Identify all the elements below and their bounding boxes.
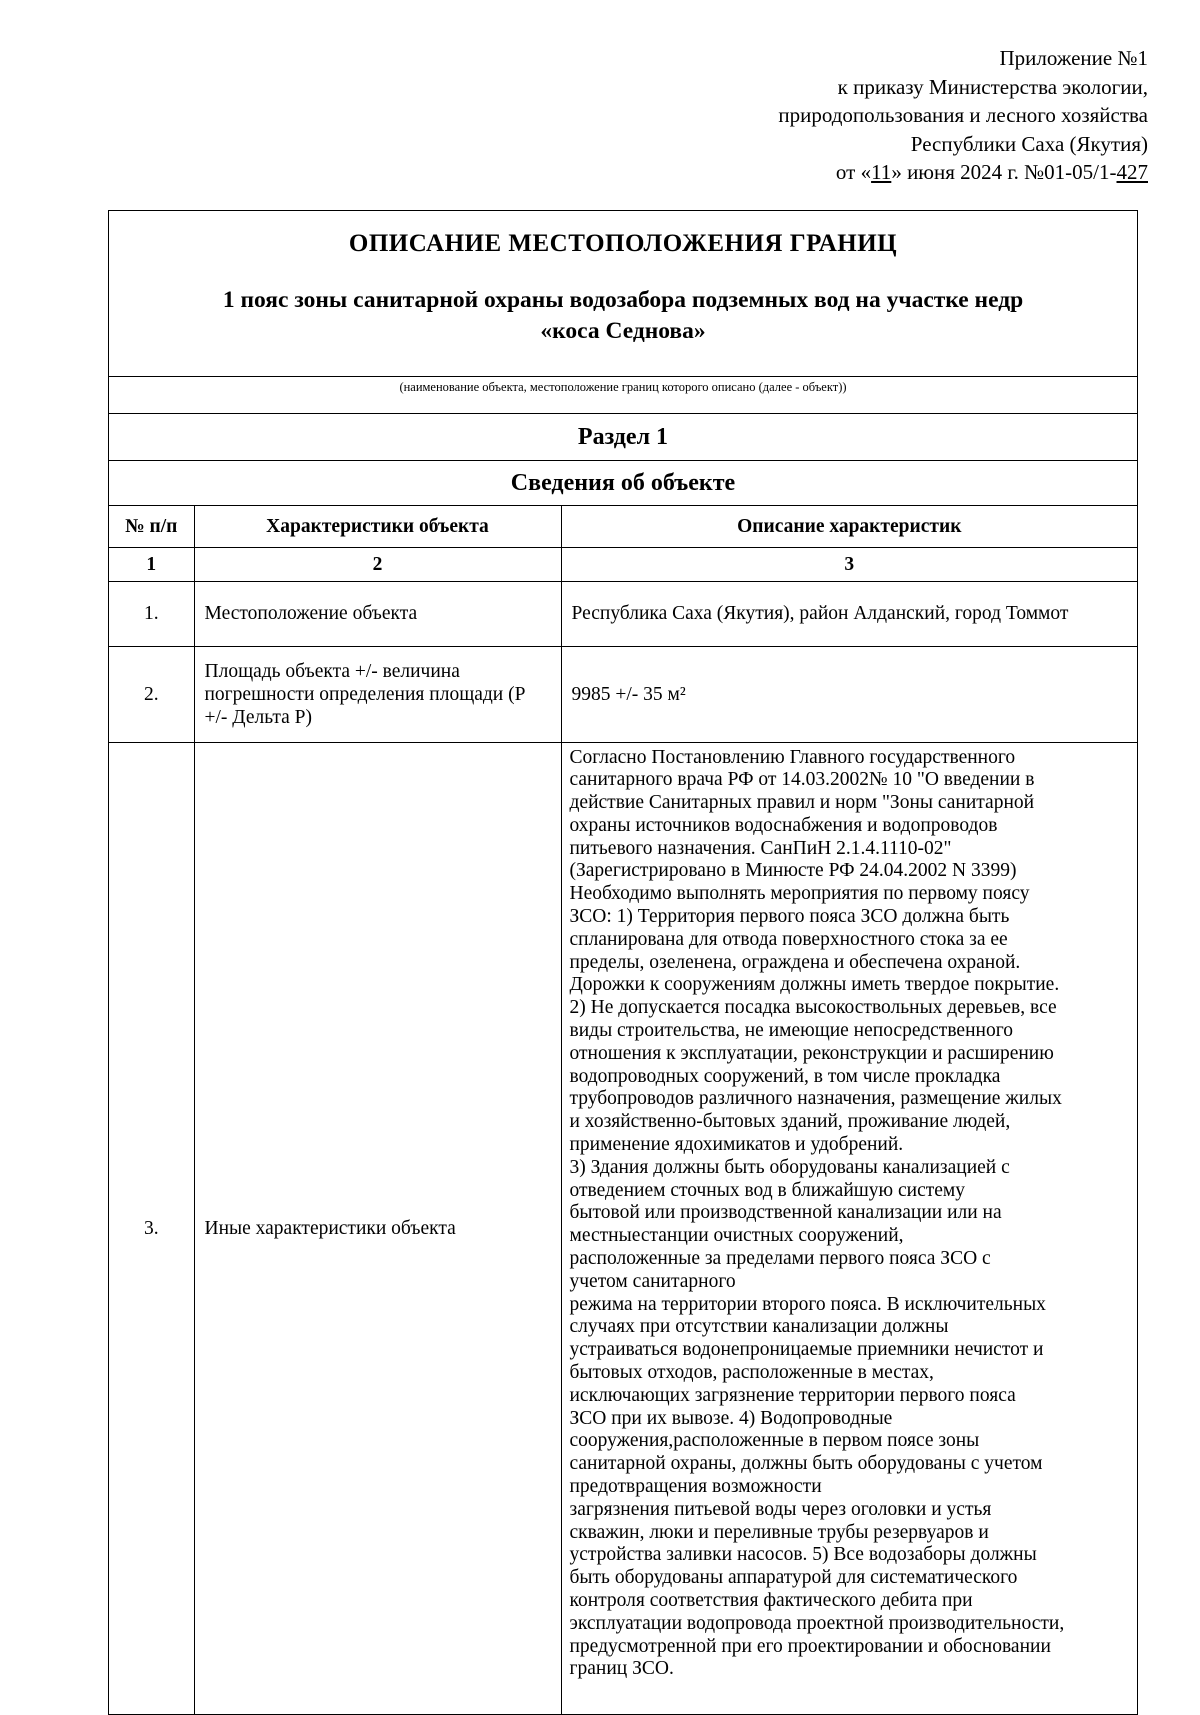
description-text: Республика Саха (Якутия), район Алданский, город Томмот <box>571 603 1069 624</box>
date-day: 11 <box>871 160 892 184</box>
object-name-note: (наименование объекта, местоположение границ которого описано (далее - объект)) <box>109 377 1137 414</box>
row-number: 3. <box>109 742 194 1714</box>
description-line: отношения к эксплуатации, реконструкции и расширению <box>569 1042 1054 1064</box>
subtitle-line-2: «коса Седнова» <box>540 318 706 344</box>
row-characteristic <box>194 646 561 742</box>
section-name: Раздел 1 <box>109 414 1137 461</box>
document-subtitle <box>163 285 1083 347</box>
row-description <box>561 742 1137 1714</box>
description-line: действие Санитарных правил и норм "Зоны санитарной <box>569 792 1035 814</box>
description-line: охраны источников водоснабжения и водопроводов <box>569 814 998 836</box>
description-line: случаях при отсутствии канализации должны <box>569 1316 949 1338</box>
appendix-line-2: к приказу Министерства экологии, <box>837 74 1148 99</box>
column-header: № п/п <box>109 506 194 547</box>
column-index: 1 <box>109 547 194 581</box>
characteristic-text: Местоположение объекта <box>204 603 418 624</box>
table-row <box>109 742 1137 1714</box>
document-header <box>109 211 1137 377</box>
description-line: устройства заливки насосов. 5) Все водозаборы должны <box>569 1544 1037 1566</box>
description-line: отведением сточных вод в ближайшую систему <box>569 1179 965 1201</box>
column-header: Характеристики объекта <box>194 506 561 547</box>
description-line: учетом санитарного <box>569 1270 736 1292</box>
section-heading: Сведения об объекте <box>109 461 1137 506</box>
description-line: санитарной охраны, должны быть оборудованы с учетом <box>569 1453 1043 1475</box>
row-number: 2. <box>109 646 194 742</box>
description-line: границ ЗСО. <box>569 1658 674 1680</box>
description-line: исключающих загрязнение территории первого пояса <box>569 1384 1016 1406</box>
description-line: трубопроводов различного назначения, размещение жилых <box>569 1088 1062 1110</box>
subtitle-line-1: 1 пояс зоны санитарной охраны водозабора подземных вод на участке недр <box>222 287 1024 313</box>
description-line: 3) Здания должны быть оборудованы канализацией с <box>569 1156 1010 1178</box>
characteristic-text: Иные характеристики объекта <box>204 1217 456 1239</box>
description-line: бытовой или производственной канализации или на <box>569 1202 1002 1224</box>
row-description <box>561 646 1137 742</box>
description-line: контроля соответствия фактического дебита при <box>569 1589 973 1611</box>
description-line: питьевого назначения. СанПиН 2.1.4.1110-02" <box>569 837 952 859</box>
description-line: ЗСО: 1) Территория первого пояса ЗСО должна быть <box>569 906 1010 928</box>
appendix-line-1: Приложение №1 <box>999 46 1148 70</box>
row-characteristic <box>194 581 561 646</box>
row-characteristic <box>194 742 561 1714</box>
document-title: ОПИСАНИЕ МЕСТОПОЛОЖЕНИЯ ГРАНИЦ <box>348 230 898 257</box>
description-text: 9985 +/- 35 м² <box>571 683 686 705</box>
object-info-table <box>109 506 1137 1714</box>
description-line: режима на территории второго пояса. В исключительных <box>569 1293 1046 1315</box>
description-line: Необходимо выполнять мероприятия по первому поясу <box>569 883 1030 905</box>
date-prefix: от « <box>835 160 872 184</box>
description-line: местныестанции очистных сооружений, <box>569 1225 904 1247</box>
appendix-line-4: Республики Саха (Якутия) <box>910 131 1148 156</box>
description-line: ЗСО при их вывозе. 4) Водопроводные <box>569 1407 893 1429</box>
appendix-line-3: природопользования и лесного хозяйства <box>778 103 1148 127</box>
description-line: спланирована для отвода поверхностного стока за ее <box>569 928 1008 950</box>
description-line: применение ядохимикатов и удобрений. <box>569 1134 904 1156</box>
description-line: пределы, озеленена, ограждена и обеспечена охраной. <box>569 951 1021 973</box>
description-long-text <box>562 743 1138 1686</box>
description-line: 2) Не допускается посадка высокоствольных деревьев, все <box>569 997 1057 1019</box>
table-header-row <box>109 506 1137 547</box>
description-line: предусмотренной при его проектировании и обосновании <box>569 1635 1051 1657</box>
order-number: 427 <box>1116 160 1148 184</box>
column-header: Описание характеристик <box>561 506 1137 547</box>
table-row <box>109 581 1137 646</box>
row-description <box>561 581 1137 646</box>
description-line: и хозяйственно-бытовых зданий, проживание людей, <box>569 1111 1011 1133</box>
appendix-date-line <box>588 158 1148 187</box>
description-line: водопроводных сооружений, в том числе прокладка <box>569 1065 1001 1087</box>
appendix-block <box>588 44 1148 187</box>
column-index: 3 <box>561 547 1137 581</box>
description-line: загрязнения питьевой воды через оголовки и устья <box>569 1498 992 1520</box>
table-index-row <box>109 547 1137 581</box>
column-index: 2 <box>194 547 561 581</box>
description-line: Дорожки к сооружениям должны иметь твердое покрытие. <box>569 974 1060 996</box>
description-line: устраиваться водонепроницаемые приемники нечистот и <box>569 1339 1044 1361</box>
description-line: бытовых отходов, расположенные в местах, <box>569 1362 934 1384</box>
row-number: 1. <box>109 581 194 646</box>
description-line: расположенные за пределами первого пояса ЗСО с <box>569 1248 991 1270</box>
table-row <box>109 646 1137 742</box>
description-line: (Зарегистрировано в Минюсте РФ 24.04.2002 N 3399) <box>569 860 1017 882</box>
description-line: санитарного врача РФ от 14.03.2002№ 10 "О введении в <box>569 769 1035 791</box>
characteristic-text: Площадь объекта +/- величина погрешности определения площади (Р +/- Дельта Р) <box>204 660 526 728</box>
description-line: Согласно Постановлению Главного государственного <box>569 746 1016 768</box>
description-line: быть оборудованы аппаратурой для систематического <box>569 1567 1018 1589</box>
description-line: виды строительства, не имеющие непосредственного <box>569 1020 1013 1042</box>
description-line: эксплуатации водопровода проектной производительности, <box>569 1612 1065 1634</box>
date-middle: » июня 2024 г. №01-05/1- <box>891 160 1117 184</box>
document-frame <box>108 210 1138 1715</box>
description-line: сооружения,расположенные в первом поясе зоны <box>569 1430 980 1452</box>
description-line: предотвращения возможности <box>569 1476 822 1497</box>
description-line: скважин, люки и переливные трубы резервуаров и <box>569 1521 989 1543</box>
